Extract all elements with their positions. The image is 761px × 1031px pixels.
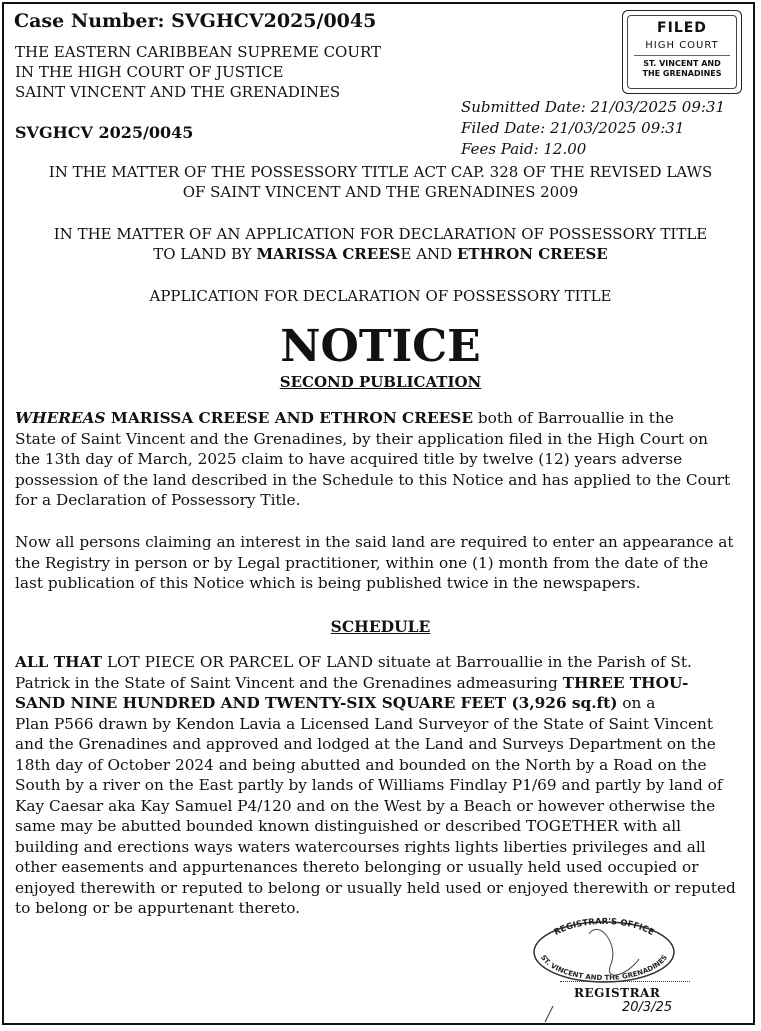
signature-line <box>560 981 690 982</box>
filed-date: Filed Date: 21/03/2025 09:31 <box>461 119 685 137</box>
publication-label: SECOND PUBLICATION <box>279 373 482 391</box>
court-line-3: SAINT VINCENT AND THE GRENADINES <box>15 83 341 101</box>
matter1-line2: OF SAINT VINCENT AND THE GRENADINES 2009 <box>182 183 579 201</box>
whereas-paragraph <box>15 408 755 511</box>
schedule-line-3 <box>15 693 755 714</box>
whereas-line-3: the 13th day of March, 2025 claim to have acquired title by twelve (12) years adverse <box>15 450 683 468</box>
schedule-line-1 <box>15 652 755 673</box>
matter2-line2 <box>4 244 757 264</box>
area-words-2: SAND NINE HUNDRED AND TWENTY-SIX SQUARE FEET (3,926 sq.ft) <box>15 694 618 712</box>
registrar-stamp-bottom-text: ST. VINCENT AND THE GRENADINES <box>538 953 670 983</box>
registrar-label: REGISTRAR <box>574 986 661 1000</box>
court-line-2: IN THE HIGH COURT OF JUSTICE <box>15 63 284 81</box>
whereas-line-2: State of Saint Vincent and the Grenadines, by their application filed in the High Court on <box>15 429 708 448</box>
schedule-line-8: Kay Caesar aka Kay Samuel P4/120 and on the West by a Beach or however otherwise the <box>15 796 716 815</box>
registrar-handwritten-date: 20/3/25 <box>622 1000 673 1015</box>
matter2-line1: IN THE MATTER OF AN APPLICATION FOR DECLARATION OF POSSESSORY TITLE <box>53 225 708 243</box>
schedule-line-12: enjoyed therewith or reputed to belong or usually held used or enjoyed therewith or reputed <box>15 878 736 897</box>
whereas-word: WHEREAS <box>15 409 106 427</box>
all-that: ALL THAT <box>15 653 102 671</box>
schedule-line-2 <box>15 673 755 694</box>
filed-stamp-location-1: ST. VINCENT AND <box>643 59 721 68</box>
whereas-line-1-rest: both of Barrouallie in the <box>472 409 674 427</box>
schedule-line-4: Plan P566 drawn by Kendon Lavia a Licensed Land Surveyor of the State of Saint Vincent <box>15 714 714 733</box>
now-all-line-1: Now all persons claiming an interest in the said land are required to enter an appearance at <box>15 533 734 551</box>
schedule-line-2-pre: Patrick in the State of Saint Vincent and the Grenadines admeasuring <box>15 673 563 692</box>
schedule-line-6: 18th day of October 2024 and being abutted and bounded on the North by a Road on the <box>15 755 707 774</box>
schedule-heading: SCHEDULE <box>330 617 431 636</box>
filed-stamp-location-2: THE GRENADINES <box>642 69 722 78</box>
now-all-paragraph <box>15 532 755 594</box>
matter1-line1: IN THE MATTER OF THE POSSESSORY TITLE ACT CAP. 328 OF THE REVISED LAWS <box>48 163 713 181</box>
whereas-line-4: possession of the land described in the Schedule to this Notice and has applied to the Court <box>15 470 731 489</box>
applicant-name-1: MARISSA CREES <box>256 245 401 263</box>
schedule-line-7: South by a river on the East partly by lands of Williams Findlay P1/69 and partly by land of <box>15 776 723 794</box>
schedule-line-9: same may be abutted bounded known distinguished or described TOGETHER with all <box>15 817 682 835</box>
whereas-line-1 <box>15 408 755 429</box>
schedule-line-11: other easements and appurtenances thereto belonging or usually held used occupied or <box>15 858 699 876</box>
now-all-line-2: the Registry in person or by Legal practitioner, within one (1) month from the date of the <box>15 553 709 572</box>
schedule-line-1-rest: LOT PIECE OR PARCEL OF LAND situate at Barrouallie in the Parish of St. <box>101 653 692 671</box>
initial-mark <box>541 1004 561 1024</box>
filed-stamp-court: HIGH COURT <box>645 40 719 51</box>
matter-application <box>4 224 757 264</box>
schedule-paragraph <box>15 652 755 919</box>
court-line-1: THE EASTERN CARIBBEAN SUPREME COURT <box>15 43 382 61</box>
area-words-1: THREE THOU- <box>562 673 689 692</box>
case-reference: SVGHCV 2025/0045 <box>15 123 194 142</box>
case-number-heading: Case Number: SVGHCV2025/0045 <box>14 10 377 32</box>
schedule-line-10: building and erections ways waters watercourses rights lights liberties privileges and all <box>15 837 706 856</box>
notice-title: NOTICE <box>280 321 481 372</box>
whereas-names: MARISSA CREESE AND ETHRON CREESE <box>105 409 473 427</box>
registrar-stamp-top-text: REGISTRAR'S OFFICE <box>552 916 656 938</box>
filed-stamp-location <box>634 55 730 79</box>
filed-stamp <box>622 10 742 94</box>
schedule-line-5: and the Grenadines and approved and lodged at the Land and Surveys Department on the <box>15 735 716 753</box>
matter2-prefix: TO LAND BY <box>153 245 257 263</box>
matter2-mid: E AND <box>400 245 457 263</box>
court-header <box>15 42 381 102</box>
applicant-name-2: ETHRON CREESE <box>456 245 608 263</box>
filed-stamp-title: FILED <box>657 20 707 36</box>
registrar-office-stamp <box>529 914 679 984</box>
filing-info <box>461 97 725 160</box>
filed-stamp-inner <box>627 15 737 89</box>
matter-possessory-act <box>4 162 757 202</box>
whereas-line-5: for a Declaration of Possessory Title. <box>15 491 301 509</box>
notice-page <box>2 2 755 1025</box>
fees-paid: Fees Paid: 12.00 <box>461 140 587 158</box>
application-title: APPLICATION FOR DECLARATION OF POSSESSORY TITLE <box>149 287 612 305</box>
schedule-line-3-rest: on a <box>617 694 656 712</box>
now-all-line-3: last publication of this Notice which is being published twice in the newspapers. <box>15 574 641 592</box>
submitted-date: Submitted Date: 21/03/2025 09:31 <box>461 98 726 116</box>
schedule-line-13: to belong or be appurtenant thereto. <box>15 899 301 917</box>
signature-scribble <box>589 929 639 975</box>
